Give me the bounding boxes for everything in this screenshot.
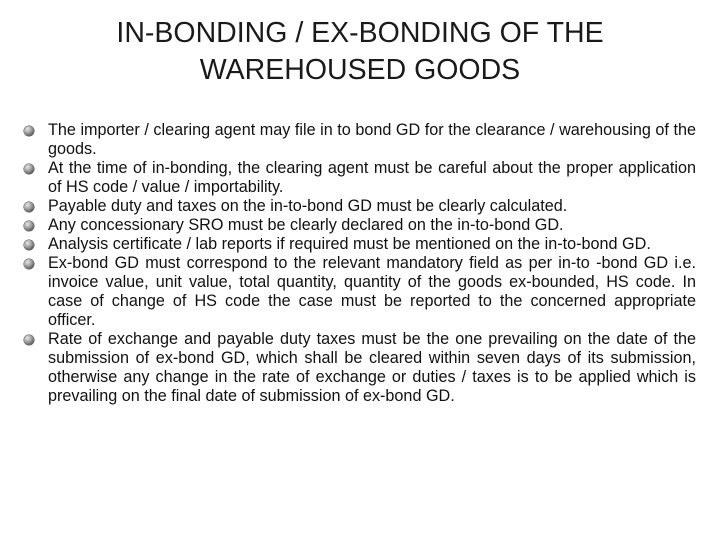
sphere-bullet-icon bbox=[24, 240, 34, 250]
bullet-item bbox=[20, 121, 696, 159]
slide-title bbox=[20, 15, 700, 89]
sphere-bullet-icon bbox=[24, 221, 34, 231]
bullet-text: Analysis certificate / lab reports if required must be mentioned on the in-to-bond GD. bbox=[48, 235, 651, 253]
bullet-text: Rate of exchange and payable duty taxes must be the one prevailing on the date of the submission of ex-bond GD, which shall be cleared within seven days of its submission, otherwise any change in the rate of exchange or duties / taxes is to be applied which is prevailing on the final date of submission of ex-bond GD. bbox=[48, 330, 696, 405]
bullet-item bbox=[20, 330, 696, 406]
bullet-text: Ex-bond GD must correspond to the relevant mandatory field as per in-to -bond GD i.e. invoice value, unit value, total quantity, quantity of the goods ex-bounded, HS code. In case of change of HS code the case must be reported to the concerned appropriate officer. bbox=[48, 254, 696, 329]
bullet-text: The importer / clearing agent may file in to bond GD for the clearance / warehousing of the goods. bbox=[48, 121, 696, 158]
sphere-bullet-icon bbox=[24, 164, 34, 174]
bullet-item bbox=[20, 197, 696, 216]
sphere-bullet-icon bbox=[24, 126, 34, 136]
slide-title-line-1: IN-BONDING / EX-BONDING OF THE bbox=[116, 17, 604, 49]
bullet-item bbox=[20, 159, 696, 197]
bullet-item bbox=[20, 216, 696, 235]
sphere-bullet-icon bbox=[24, 335, 34, 345]
bullet-text: Payable duty and taxes on the in-to-bond GD must be clearly calculated. bbox=[48, 197, 568, 215]
bullet-text: Any concessionary SRO must be clearly declared on the in-to-bond GD. bbox=[48, 216, 564, 234]
bullet-list bbox=[20, 121, 696, 406]
bullet-text: At the time of in-bonding, the clearing agent must be careful about the proper application of HS code / value / importability. bbox=[48, 159, 696, 196]
bullet-item bbox=[20, 235, 696, 254]
slide-title-line-2: WAREHOUSED GOODS bbox=[199, 54, 521, 86]
sphere-bullet-icon bbox=[24, 259, 34, 269]
bullet-item bbox=[20, 254, 696, 330]
sphere-bullet-icon bbox=[24, 202, 34, 212]
